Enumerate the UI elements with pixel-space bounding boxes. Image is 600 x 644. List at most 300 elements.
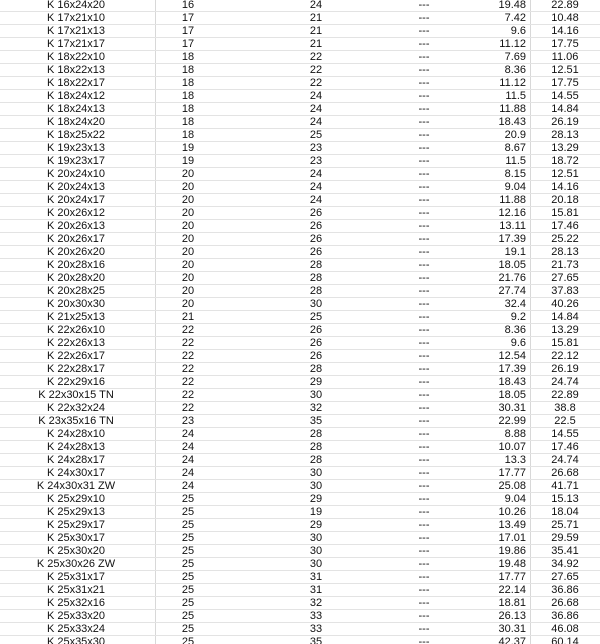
outer-diameter-cell[interactable]: 29	[309, 376, 323, 388]
bore-cell[interactable]: 24	[181, 480, 195, 492]
bore-cell[interactable]: 20	[181, 207, 195, 219]
placeholder-cell[interactable]: ---	[418, 12, 430, 24]
dynamic-load-cell[interactable]: 19.48	[498, 558, 526, 570]
outer-diameter-cell[interactable]: 26	[309, 324, 323, 336]
static-load-cell[interactable]: 28.13	[551, 129, 579, 141]
static-load-cell[interactable]: 34.92	[551, 558, 579, 570]
dynamic-load-cell[interactable]: 18.43	[498, 116, 526, 128]
bore-cell[interactable]: 18	[181, 51, 195, 63]
dynamic-load-cell[interactable]: 11.5	[505, 90, 526, 102]
dynamic-load-cell[interactable]: 42.37	[498, 636, 526, 644]
designation-cell[interactable]: K 22x26x17	[46, 350, 106, 362]
table-row[interactable]	[0, 337, 600, 350]
bore-cell[interactable]: 19	[181, 142, 195, 154]
bore-cell[interactable]: 22	[181, 350, 195, 362]
table-row[interactable]	[0, 324, 600, 337]
outer-diameter-cell[interactable]: 35	[309, 636, 323, 644]
bore-cell[interactable]: 24	[181, 467, 195, 479]
designation-cell[interactable]: K 20x24x17	[46, 194, 106, 206]
designation-cell[interactable]: K 20x28x25	[46, 285, 106, 297]
static-load-cell[interactable]: 11.06	[551, 51, 579, 63]
placeholder-cell[interactable]: ---	[418, 246, 430, 258]
dynamic-load-cell[interactable]: 17.77	[498, 571, 526, 583]
placeholder-cell[interactable]: ---	[418, 194, 430, 206]
bore-cell[interactable]: 25	[181, 597, 195, 609]
designation-cell[interactable]: K 18x24x20	[46, 116, 106, 128]
static-load-cell[interactable]: 22.5	[554, 415, 576, 427]
designation-cell[interactable]: K 22x26x10	[46, 324, 106, 336]
table-row[interactable]	[0, 532, 600, 545]
dynamic-load-cell[interactable]: 17.39	[498, 363, 526, 375]
placeholder-cell[interactable]: ---	[418, 324, 430, 336]
outer-diameter-cell[interactable]: 32	[309, 402, 323, 414]
bore-cell[interactable]: 19	[181, 155, 195, 167]
static-load-cell[interactable]: 22.89	[551, 0, 579, 11]
designation-cell[interactable]: K 24x28x13	[46, 441, 106, 453]
designation-cell[interactable]: K 24x28x17	[46, 454, 106, 466]
designation-cell[interactable]: K 25x30x17	[46, 532, 106, 544]
placeholder-cell[interactable]: ---	[418, 610, 430, 622]
static-load-cell[interactable]: 14.55	[551, 90, 579, 102]
static-load-cell[interactable]: 26.68	[551, 597, 579, 609]
dynamic-load-cell[interactable]: 10.26	[498, 506, 526, 518]
static-load-cell[interactable]: 15.81	[551, 337, 579, 349]
placeholder-cell[interactable]: ---	[418, 467, 430, 479]
outer-diameter-cell[interactable]: 22	[309, 51, 323, 63]
placeholder-cell[interactable]: ---	[418, 220, 430, 232]
outer-diameter-cell[interactable]: 26	[309, 207, 323, 219]
dynamic-load-cell[interactable]: 12.16	[498, 207, 526, 219]
static-load-cell[interactable]: 41.71	[551, 480, 579, 492]
designation-cell[interactable]: K 25x30x26 ZW	[36, 558, 116, 570]
bore-cell[interactable]: 20	[181, 168, 195, 180]
bore-cell[interactable]: 18	[181, 77, 195, 89]
dynamic-load-cell[interactable]: 19.86	[498, 545, 526, 557]
placeholder-cell[interactable]: ---	[418, 259, 430, 271]
placeholder-cell[interactable]: ---	[418, 636, 430, 644]
outer-diameter-cell[interactable]: 35	[309, 415, 323, 427]
bore-cell[interactable]: 20	[181, 259, 195, 271]
bore-cell[interactable]: 21	[181, 311, 195, 323]
static-load-cell[interactable]: 13.29	[551, 142, 579, 154]
static-load-cell[interactable]: 37.83	[551, 285, 579, 297]
placeholder-cell[interactable]: ---	[418, 532, 430, 544]
dynamic-load-cell[interactable]: 17.77	[498, 467, 526, 479]
designation-cell[interactable]: K 22x29x16	[46, 376, 106, 388]
placeholder-cell[interactable]: ---	[418, 584, 430, 596]
dynamic-load-cell[interactable]: 8.36	[504, 64, 526, 76]
static-load-cell[interactable]: 27.65	[551, 272, 579, 284]
designation-cell[interactable]: K 20x26x17	[46, 233, 106, 245]
placeholder-cell[interactable]: ---	[418, 545, 430, 557]
dynamic-load-cell[interactable]: 32.4	[504, 298, 526, 310]
bore-cell[interactable]: 22	[181, 337, 195, 349]
table-row[interactable]	[0, 181, 600, 194]
dynamic-load-cell[interactable]: 9.6	[510, 337, 526, 349]
placeholder-cell[interactable]: ---	[418, 298, 430, 310]
static-load-cell[interactable]: 26.68	[551, 467, 579, 479]
bore-cell[interactable]: 18	[181, 129, 195, 141]
static-load-cell[interactable]: 15.13	[551, 493, 579, 505]
designation-cell[interactable]: K 22x26x13	[46, 337, 106, 349]
outer-diameter-cell[interactable]: 28	[309, 454, 323, 466]
outer-diameter-cell[interactable]: 24	[309, 0, 323, 11]
designation-cell[interactable]: K 24x30x17	[46, 467, 106, 479]
designation-cell[interactable]: K 25x35x30	[46, 636, 106, 644]
bore-cell[interactable]: 25	[181, 506, 195, 518]
dynamic-load-cell[interactable]: 30.31	[498, 623, 526, 635]
placeholder-cell[interactable]: ---	[418, 493, 430, 505]
table-row[interactable]	[0, 636, 600, 644]
table-row[interactable]	[0, 77, 600, 90]
table-row[interactable]	[0, 233, 600, 246]
outer-diameter-cell[interactable]: 29	[309, 493, 323, 505]
table-row[interactable]	[0, 207, 600, 220]
table-row[interactable]	[0, 272, 600, 285]
designation-cell[interactable]: K 20x30x30	[46, 298, 106, 310]
table-row[interactable]	[0, 194, 600, 207]
placeholder-cell[interactable]: ---	[418, 181, 430, 193]
table-row[interactable]	[0, 246, 600, 259]
static-load-cell[interactable]: 40.26	[551, 298, 579, 310]
designation-cell[interactable]: K 24x30x31 ZW	[36, 480, 116, 492]
static-load-cell[interactable]: 18.04	[551, 506, 579, 518]
designation-cell[interactable]: K 22x30x15 TN	[38, 389, 114, 401]
dynamic-load-cell[interactable]: 8.67	[504, 142, 526, 154]
static-load-cell[interactable]: 26.19	[551, 363, 579, 375]
outer-diameter-cell[interactable]: 30	[309, 467, 323, 479]
table-row[interactable]	[0, 376, 600, 389]
outer-diameter-cell[interactable]: 24	[309, 103, 323, 115]
placeholder-cell[interactable]: ---	[418, 155, 430, 167]
bore-cell[interactable]: 25	[181, 493, 195, 505]
static-load-cell[interactable]: 22.12	[551, 350, 579, 362]
outer-diameter-cell[interactable]: 33	[309, 623, 323, 635]
dynamic-load-cell[interactable]: 18.05	[498, 259, 526, 271]
outer-diameter-cell[interactable]: 19	[309, 506, 323, 518]
designation-cell[interactable]: K 17x21x17	[46, 38, 106, 50]
outer-diameter-cell[interactable]: 21	[309, 12, 323, 24]
table-row[interactable]	[0, 415, 600, 428]
bore-cell[interactable]: 20	[181, 181, 195, 193]
dynamic-load-cell[interactable]: 30.31	[498, 402, 526, 414]
bore-cell[interactable]: 20	[181, 194, 195, 206]
dynamic-load-cell[interactable]: 22.99	[498, 415, 526, 427]
outer-diameter-cell[interactable]: 25	[309, 129, 323, 141]
dynamic-load-cell[interactable]: 8.88	[504, 428, 526, 440]
placeholder-cell[interactable]: ---	[418, 454, 430, 466]
dynamic-load-cell[interactable]: 9.04	[504, 181, 526, 193]
outer-diameter-cell[interactable]: 26	[309, 233, 323, 245]
static-load-cell[interactable]: 35.41	[551, 545, 579, 557]
dynamic-load-cell[interactable]: 17.01	[498, 532, 526, 544]
designation-cell[interactable]: K 25x30x20	[46, 545, 106, 557]
designation-cell[interactable]: K 24x28x10	[46, 428, 106, 440]
bore-cell[interactable]: 17	[181, 25, 195, 37]
dynamic-load-cell[interactable]: 13.3	[504, 454, 526, 466]
table-row[interactable]	[0, 142, 600, 155]
dynamic-load-cell[interactable]: 7.42	[504, 12, 526, 24]
table-row[interactable]	[0, 597, 600, 610]
dynamic-load-cell[interactable]: 27.74	[498, 285, 526, 297]
outer-diameter-cell[interactable]: 28	[309, 428, 323, 440]
outer-diameter-cell[interactable]: 26	[309, 350, 323, 362]
designation-cell[interactable]: K 16x24x20	[46, 0, 106, 11]
placeholder-cell[interactable]: ---	[418, 129, 430, 141]
designation-cell[interactable]: K 18x22x13	[46, 64, 106, 76]
static-load-cell[interactable]: 17.75	[551, 77, 579, 89]
designation-cell[interactable]: K 20x24x10	[46, 168, 106, 180]
static-load-cell[interactable]: 12.51	[551, 64, 579, 76]
designation-cell[interactable]: K 20x26x12	[46, 207, 106, 219]
static-load-cell[interactable]: 36.86	[551, 610, 579, 622]
placeholder-cell[interactable]: ---	[418, 116, 430, 128]
table-row[interactable]	[0, 103, 600, 116]
static-load-cell[interactable]: 20.18	[551, 194, 579, 206]
outer-diameter-cell[interactable]: 30	[309, 545, 323, 557]
bore-cell[interactable]: 24	[181, 441, 195, 453]
placeholder-cell[interactable]: ---	[418, 285, 430, 297]
placeholder-cell[interactable]: ---	[418, 402, 430, 414]
bore-cell[interactable]: 20	[181, 233, 195, 245]
outer-diameter-cell[interactable]: 28	[309, 285, 323, 297]
placeholder-cell[interactable]: ---	[418, 272, 430, 284]
designation-cell[interactable]: K 25x29x17	[46, 519, 106, 531]
bore-cell[interactable]: 25	[181, 610, 195, 622]
bore-cell[interactable]: 20	[181, 285, 195, 297]
designation-cell[interactable]: K 20x28x20	[46, 272, 106, 284]
table-row[interactable]	[0, 428, 600, 441]
placeholder-cell[interactable]: ---	[418, 558, 430, 570]
dynamic-load-cell[interactable]: 11.88	[499, 103, 526, 115]
outer-diameter-cell[interactable]: 24	[309, 194, 323, 206]
placeholder-cell[interactable]: ---	[418, 623, 430, 635]
designation-cell[interactable]: K 25x33x24	[46, 623, 106, 635]
table-row[interactable]	[0, 506, 600, 519]
bore-cell[interactable]: 25	[181, 558, 195, 570]
outer-diameter-cell[interactable]: 30	[309, 558, 323, 570]
dynamic-load-cell[interactable]: 18.05	[498, 389, 526, 401]
outer-diameter-cell[interactable]: 23	[309, 155, 323, 167]
placeholder-cell[interactable]: ---	[418, 0, 430, 11]
dynamic-load-cell[interactable]: 18.43	[498, 376, 526, 388]
dynamic-load-cell[interactable]: 11.12	[499, 77, 526, 89]
bore-cell[interactable]: 16	[181, 0, 195, 11]
table-row[interactable]	[0, 64, 600, 77]
placeholder-cell[interactable]: ---	[418, 506, 430, 518]
placeholder-cell[interactable]: ---	[418, 350, 430, 362]
static-load-cell[interactable]: 17.75	[551, 38, 579, 50]
outer-diameter-cell[interactable]: 28	[309, 259, 323, 271]
outer-diameter-cell[interactable]: 28	[309, 441, 323, 453]
outer-diameter-cell[interactable]: 24	[309, 116, 323, 128]
outer-diameter-cell[interactable]: 24	[309, 90, 323, 102]
placeholder-cell[interactable]: ---	[418, 77, 430, 89]
designation-cell[interactable]: K 20x26x13	[46, 220, 106, 232]
table-row[interactable]	[0, 610, 600, 623]
static-load-cell[interactable]: 13.29	[551, 324, 579, 336]
table-row[interactable]	[0, 454, 600, 467]
outer-diameter-cell[interactable]: 32	[309, 597, 323, 609]
designation-cell[interactable]: K 19x23x17	[46, 155, 106, 167]
table-row[interactable]	[0, 519, 600, 532]
bore-cell[interactable]: 22	[181, 363, 195, 375]
static-load-cell[interactable]: 25.22	[551, 233, 579, 245]
static-load-cell[interactable]: 28.13	[551, 246, 579, 258]
outer-diameter-cell[interactable]: 24	[309, 181, 323, 193]
bore-cell[interactable]: 25	[181, 636, 195, 644]
outer-diameter-cell[interactable]: 23	[309, 142, 323, 154]
table-row[interactable]	[0, 116, 600, 129]
designation-cell[interactable]: K 18x22x17	[46, 77, 106, 89]
bore-cell[interactable]: 25	[181, 584, 195, 596]
table-row[interactable]	[0, 25, 600, 38]
bore-cell[interactable]: 17	[181, 12, 195, 24]
placeholder-cell[interactable]: ---	[418, 90, 430, 102]
placeholder-cell[interactable]: ---	[418, 363, 430, 375]
dynamic-load-cell[interactable]: 9.2	[510, 311, 526, 323]
outer-diameter-cell[interactable]: 30	[309, 532, 323, 544]
designation-cell[interactable]: K 17x21x13	[46, 25, 106, 37]
dynamic-load-cell[interactable]: 11.5	[505, 155, 526, 167]
table-row[interactable]	[0, 623, 600, 636]
outer-diameter-cell[interactable]: 26	[309, 246, 323, 258]
static-load-cell[interactable]: 14.16	[551, 25, 579, 37]
designation-cell[interactable]: K 22x28x17	[46, 363, 106, 375]
placeholder-cell[interactable]: ---	[418, 428, 430, 440]
placeholder-cell[interactable]: ---	[418, 51, 430, 63]
static-load-cell[interactable]: 46.08	[551, 623, 579, 635]
placeholder-cell[interactable]: ---	[418, 389, 430, 401]
bore-cell[interactable]: 22	[181, 389, 195, 401]
designation-cell[interactable]: K 25x29x13	[46, 506, 106, 518]
table-row[interactable]	[0, 168, 600, 181]
bore-cell[interactable]: 24	[181, 454, 195, 466]
bore-cell[interactable]: 22	[181, 402, 195, 414]
outer-diameter-cell[interactable]: 30	[309, 298, 323, 310]
designation-cell[interactable]: K 18x24x12	[46, 90, 106, 102]
dynamic-load-cell[interactable]: 18.81	[498, 597, 526, 609]
bore-cell[interactable]: 20	[181, 246, 195, 258]
outer-diameter-cell[interactable]: 22	[309, 64, 323, 76]
static-load-cell[interactable]: 36.86	[551, 584, 579, 596]
bore-cell[interactable]: 25	[181, 545, 195, 557]
bore-cell[interactable]: 18	[181, 116, 195, 128]
outer-diameter-cell[interactable]: 25	[309, 311, 323, 323]
dynamic-load-cell[interactable]: 17.39	[498, 233, 526, 245]
outer-diameter-cell[interactable]: 26	[309, 220, 323, 232]
outer-diameter-cell[interactable]: 26	[309, 337, 323, 349]
designation-cell[interactable]: K 17x21x10	[46, 12, 106, 24]
static-load-cell[interactable]: 22.89	[551, 389, 579, 401]
table-row[interactable]	[0, 545, 600, 558]
designation-cell[interactable]: K 18x25x22	[46, 129, 106, 141]
table-row[interactable]	[0, 363, 600, 376]
designation-cell[interactable]: K 21x25x13	[46, 311, 106, 323]
designation-cell[interactable]: K 20x28x16	[46, 259, 106, 271]
dynamic-load-cell[interactable]: 25.08	[498, 480, 526, 492]
bore-cell[interactable]: 25	[181, 519, 195, 531]
static-load-cell[interactable]: 60.14	[551, 636, 579, 644]
outer-diameter-cell[interactable]: 31	[309, 584, 323, 596]
table-row[interactable]	[0, 298, 600, 311]
outer-diameter-cell[interactable]: 28	[309, 272, 323, 284]
bore-cell[interactable]: 22	[181, 324, 195, 336]
table-row[interactable]	[0, 311, 600, 324]
table-row[interactable]	[0, 285, 600, 298]
dynamic-load-cell[interactable]: 20.9	[504, 129, 526, 141]
bore-cell[interactable]: 18	[181, 64, 195, 76]
static-load-cell[interactable]: 26.19	[551, 116, 579, 128]
table-row[interactable]	[0, 558, 600, 571]
outer-diameter-cell[interactable]: 28	[309, 363, 323, 375]
static-load-cell[interactable]: 29.59	[551, 532, 579, 544]
static-load-cell[interactable]: 12.51	[551, 168, 579, 180]
placeholder-cell[interactable]: ---	[418, 233, 430, 245]
placeholder-cell[interactable]: ---	[418, 311, 430, 323]
static-load-cell[interactable]: 14.84	[551, 311, 579, 323]
table-row[interactable]	[0, 350, 600, 363]
table-row[interactable]	[0, 220, 600, 233]
placeholder-cell[interactable]: ---	[418, 38, 430, 50]
outer-diameter-cell[interactable]: 21	[309, 38, 323, 50]
placeholder-cell[interactable]: ---	[418, 519, 430, 531]
designation-cell[interactable]: K 25x31x17	[46, 571, 106, 583]
static-load-cell[interactable]: 14.84	[551, 103, 579, 115]
designation-cell[interactable]: K 20x26x20	[46, 246, 106, 258]
designation-cell[interactable]: K 25x32x16	[46, 597, 106, 609]
bore-cell[interactable]: 20	[181, 220, 195, 232]
placeholder-cell[interactable]: ---	[418, 480, 430, 492]
table-row[interactable]	[0, 12, 600, 25]
dynamic-load-cell[interactable]: 12.54	[498, 350, 526, 362]
outer-diameter-cell[interactable]: 31	[309, 571, 323, 583]
dynamic-load-cell[interactable]: 9.6	[510, 25, 526, 37]
table-row[interactable]	[0, 129, 600, 142]
dynamic-load-cell[interactable]: 10.07	[498, 441, 526, 453]
dynamic-load-cell[interactable]: 21.76	[498, 272, 526, 284]
dynamic-load-cell[interactable]: 9.04	[504, 493, 526, 505]
placeholder-cell[interactable]: ---	[418, 597, 430, 609]
designation-cell[interactable]: K 25x29x10	[46, 493, 106, 505]
table-row[interactable]	[0, 389, 600, 402]
static-load-cell[interactable]: 21.73	[551, 259, 579, 271]
placeholder-cell[interactable]: ---	[418, 571, 430, 583]
placeholder-cell[interactable]: ---	[418, 168, 430, 180]
bore-cell[interactable]: 25	[181, 571, 195, 583]
designation-cell[interactable]: K 20x24x13	[46, 181, 106, 193]
bore-cell[interactable]: 23	[181, 415, 195, 427]
static-load-cell[interactable]: 17.46	[551, 441, 579, 453]
placeholder-cell[interactable]: ---	[418, 207, 430, 219]
table-row[interactable]	[0, 493, 600, 506]
bore-cell[interactable]: 18	[181, 90, 195, 102]
table-row[interactable]	[0, 155, 600, 168]
table-row[interactable]	[0, 259, 600, 272]
static-load-cell[interactable]: 10.48	[551, 12, 579, 24]
designation-cell[interactable]: K 25x31x21	[46, 584, 106, 596]
static-load-cell[interactable]: 18.72	[551, 155, 579, 167]
placeholder-cell[interactable]: ---	[418, 376, 430, 388]
dynamic-load-cell[interactable]: 26.13	[498, 610, 526, 622]
table-row[interactable]	[0, 584, 600, 597]
bore-cell[interactable]: 20	[181, 298, 195, 310]
bore-cell[interactable]: 25	[181, 623, 195, 635]
dynamic-load-cell[interactable]: 22.14	[498, 584, 526, 596]
table-row[interactable]	[0, 0, 600, 12]
designation-cell[interactable]: K 18x24x13	[46, 103, 106, 115]
dynamic-load-cell[interactable]: 19.1	[504, 246, 526, 258]
